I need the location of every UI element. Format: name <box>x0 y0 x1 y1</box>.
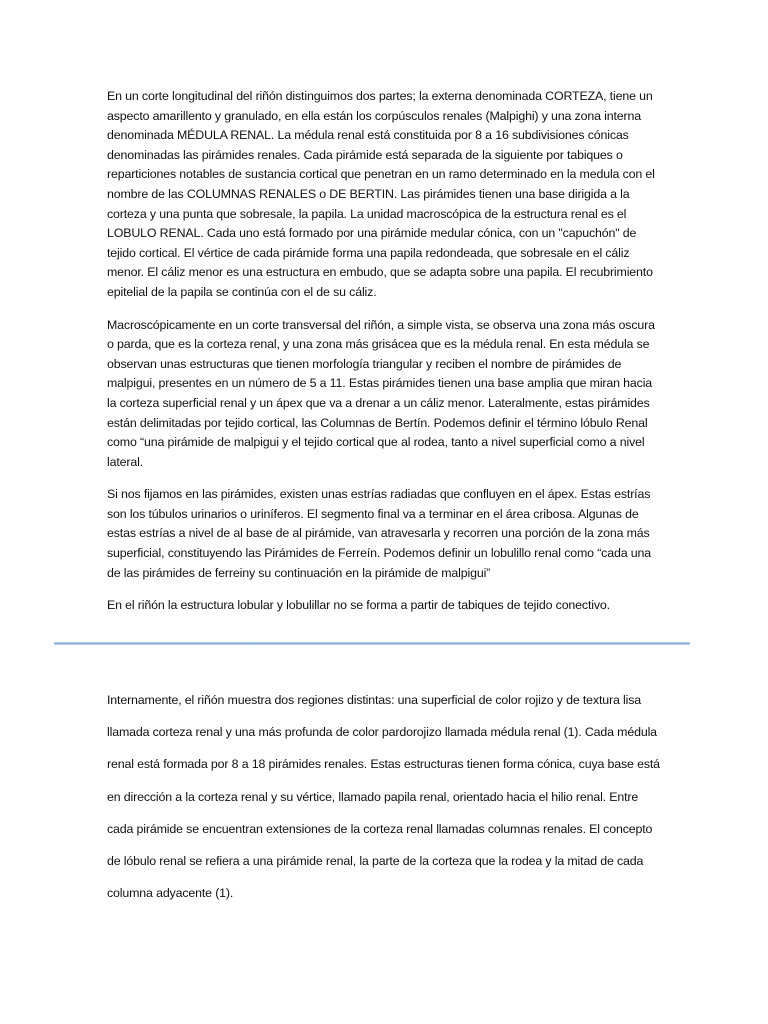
upper-text-section <box>107 87 663 629</box>
paragraph-longitudinal-cut: En un corte longitudinal del riñón distinguimos dos partes; la externa denominada CORTEZA, tiene un aspecto amarillento y granulado, en ella están los corpúsculos renales (Malpighi) y una zona interna denominada MÉDULA RENAL. La médula renal está constituida por 8 a 16 subdivisiones cónicas denominadas las pirámides renales. Cada pirámide está separada de la siguiente por tabiques o reparticiones notables de sustancia cortical que penetran en un ramo determinado en la medula con el nombre de las COLUMNAS RENALES o DE BERTIN. Las pirámides tienen una base dirigida a la corteza y una punta que sobresale, la papila. La unidad macroscópica de la estructura renal es el LOBULO RENAL. Cada uno está formado por una pirámide medular cónica, con un "capuchón" de tejido cortical. El vértice de cada pirámide forma una papila redondeada, que sobresale en el cáliz menor. El cáliz menor es una estructura en embudo, que se adapta sobre una papila. El recubrimiento epitelial de la papila se continúa con el de su cáliz. <box>107 89 655 299</box>
paragraph-internal-regions: Internamente, el riñón muestra dos regiones distintas: una superficial de color rojizo y de textura lisa llamada corteza renal y una más profunda de color pardorojizo llamada médula renal (1). Cada médula renal está formada por 8 a 18 pirámides renales. Estas estructuras tienen forma cónica, cuya base está en dirección a la corteza renal y su vértice, llamado papila renal, orientado hacia el hilio renal. Entre cada pirámide se encuentran extensiones de la corteza renal llamadas columnas renales. El concepto de lóbulo renal se refiera a una pirámide renal, la parte de la corteza que la rodea y la mitad de cada columna adyacente (1). <box>107 693 660 901</box>
paragraph-lobular-structure: En el riñón la estructura lobular y lobulillar no se forma a partir de tabiques de tejido conectivo. <box>107 598 610 613</box>
paragraph-transverse-cut: Macroscópicamente en un corte transversal del riñón, a simple vista, se observa una zona más oscura o parda, que es la corteza renal, y una zona más grisácea que es la médula renal. En esta médula se observan unas estructuras que tienen morfología triangular y reciben el nombre de pirámides de malpigui, presentes en un número de 5 a 11. Estas pirámides tienen una base amplia que miran hacia la corteza superficial renal y un ápex que va a drenar a un cáliz menor. Lateralmente, estas pirámides están delimitadas por tejido cortical, las Columnas de Bertín. Podemos definir el término lóbulo Renal como “una pirámide de malpigui y el tejido cortical que al rodea, tanto a nivel superficial como a nivel lateral. <box>107 317 655 469</box>
paragraph-pyramids-striations: Si nos fijamos en las pirámides, existen unas estrías radiadas que confluyen en el ápex. Estas estrías son los túbulos urinarios o uriníferos. El segmento final va a terminar en el área cribosa. Algunas de estas estrías a nivel de al base de al pirámide, van atravesarla y recorren una porción de la zona más superficial, constituyendo las Pirámides de Ferreín. Podemos definir un lobulillo renal como “cada una de las pirámides de ferreiny su continuación en la pirámide de malpigui” <box>107 487 651 580</box>
lower-text-section <box>107 684 667 909</box>
section-divider <box>54 642 690 645</box>
